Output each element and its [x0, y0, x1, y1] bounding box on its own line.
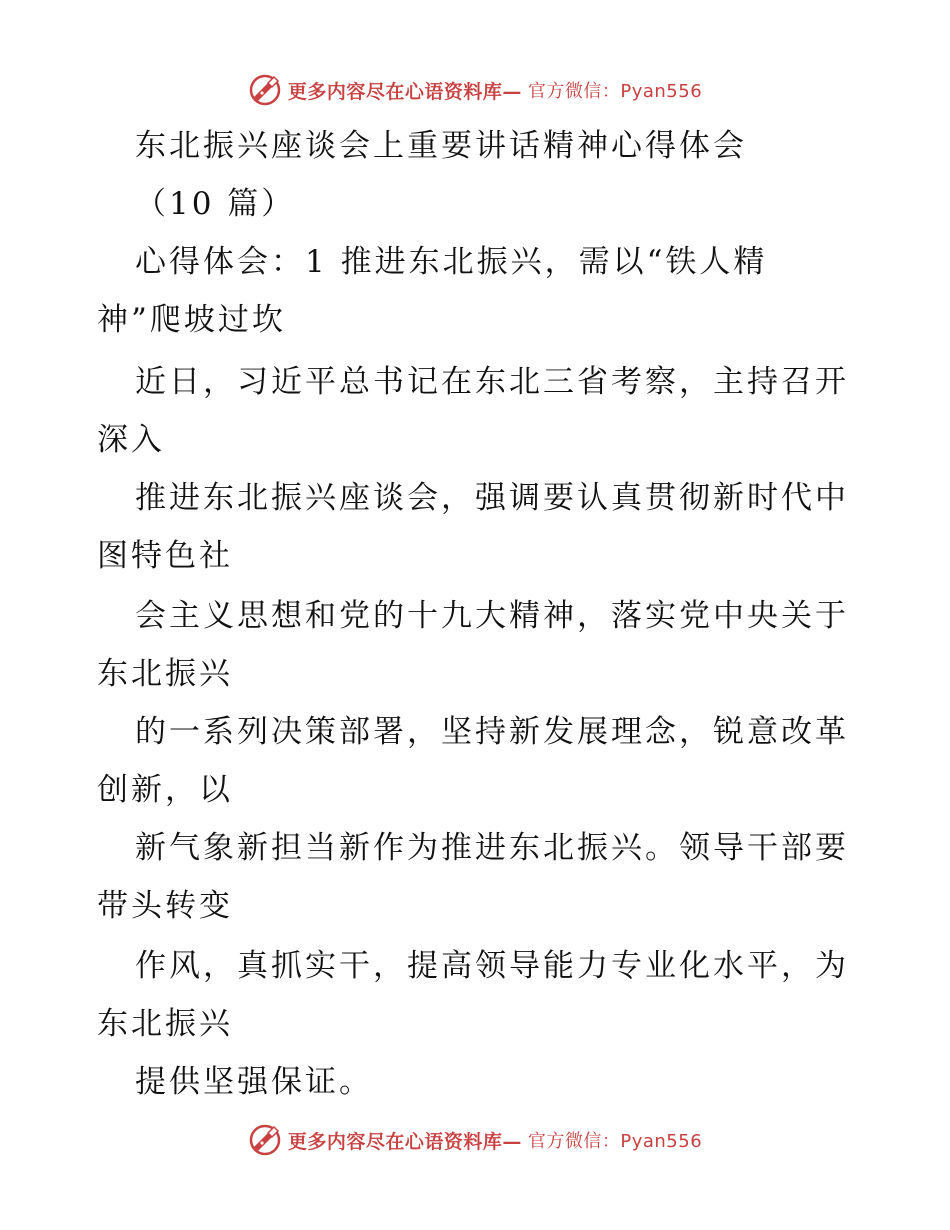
body-line: 东北振兴 [97, 656, 233, 692]
watermark-contact-text: 官方微信：Pyan556 [527, 1131, 703, 1152]
body-line: 会主义思想和党的十九大精神，落实党中央关于 [135, 598, 849, 634]
body-line: 近日，习近平总书记在东北三省考察，主持召开 [135, 364, 849, 400]
body-line: 的一系列决策部署，坚持新发展理念，锐意改革 [135, 714, 849, 750]
section-heading-line-1: 心得体会：1 推进东北振兴，需以“铁人精 [135, 244, 768, 280]
body-line: 提供坚强保证。 [135, 1064, 373, 1100]
body-line: 深入 [97, 422, 165, 458]
document-title-line-2: （10 篇） [135, 186, 296, 222]
body-line: 推进东北振兴座谈会，强调要认真贯彻新时代中 [135, 480, 849, 516]
body-line: 带头转变 [97, 888, 233, 924]
header-watermark-banner [0, 70, 950, 110]
watermark-site-text: 更多内容尽在心语资料库— [287, 80, 522, 103]
watermark-contact-text: 官方微信：Pyan556 [527, 81, 703, 102]
watermark-site-text: 更多内容尽在心语资料库— [287, 1130, 522, 1153]
pen-nib-icon [248, 73, 282, 107]
footer-watermark-banner [0, 1120, 950, 1160]
document-title-line-1: 东北振兴座谈会上重要讲话精神心得体会 [135, 128, 747, 164]
section-heading-line-2: 神”爬坡过坎 [97, 302, 286, 338]
body-line: 东北振兴 [97, 1006, 233, 1042]
pen-nib-icon [248, 1123, 282, 1157]
body-line: 图特色社 [97, 538, 233, 574]
body-line: 新气象新担当新作为推进东北振兴。领导干部要 [135, 830, 849, 866]
body-line: 创新，以 [97, 772, 233, 808]
body-line: 作风，真抓实干，提高领导能力专业化水平，为 [135, 948, 849, 984]
